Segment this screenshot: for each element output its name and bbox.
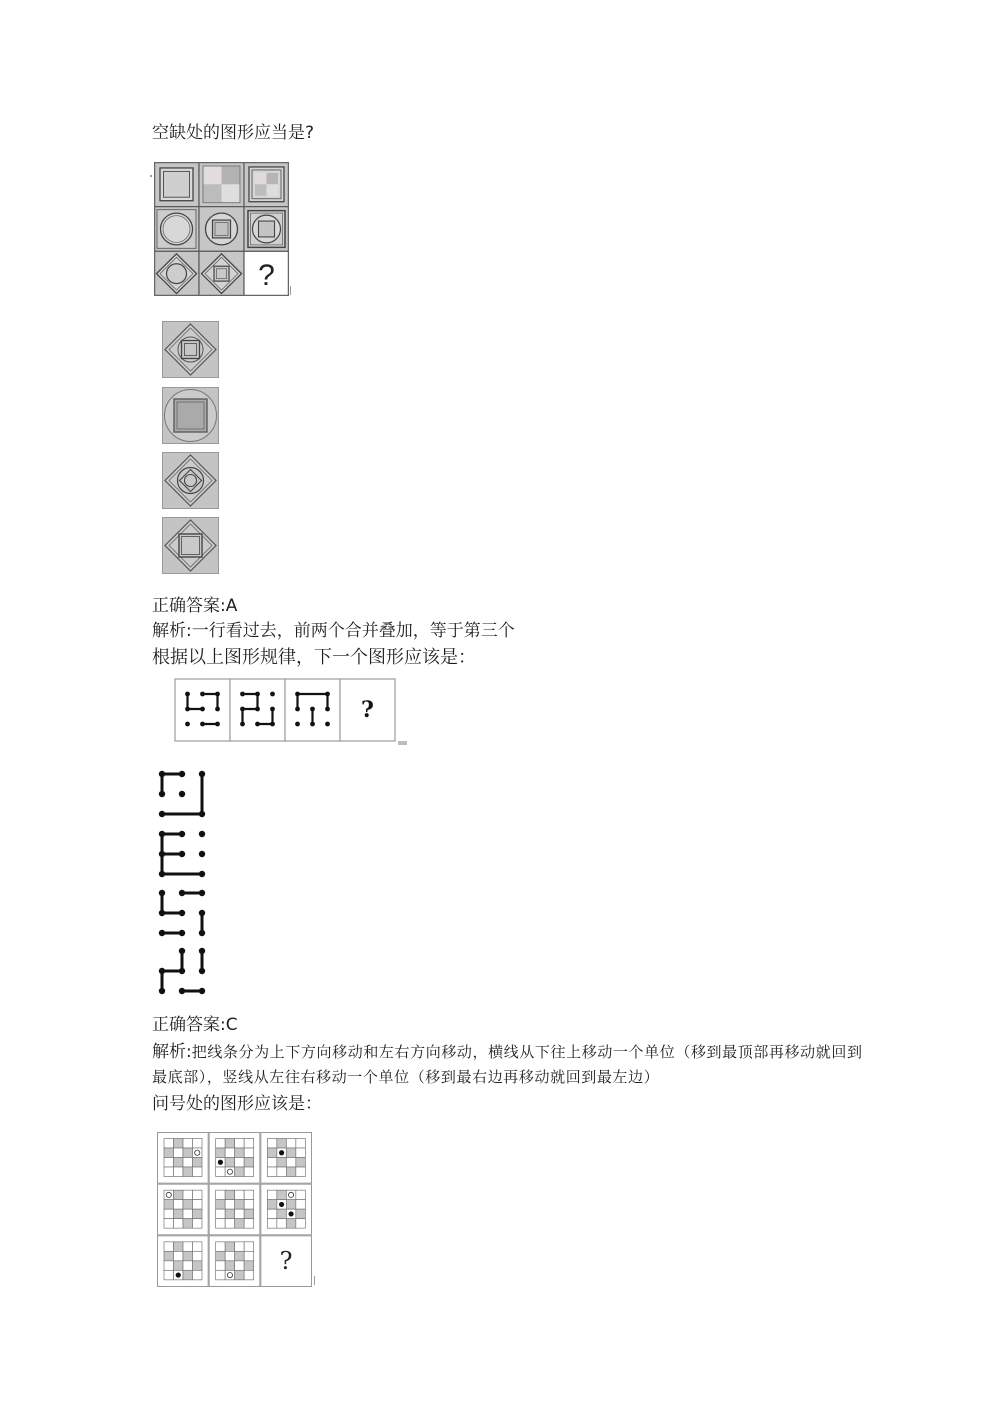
shaded-square <box>193 1209 203 1219</box>
scan-artifact <box>290 286 291 295</box>
mini-grid <box>216 1139 254 1177</box>
shaded-square <box>174 1139 184 1149</box>
blank-square <box>244 1270 254 1280</box>
shaded-square <box>296 1158 306 1168</box>
question-mark: ? <box>361 697 374 723</box>
blank-square <box>183 1261 193 1271</box>
shaded-square <box>225 1190 235 1200</box>
mini-grid <box>267 1190 305 1228</box>
blank-square <box>235 1190 245 1200</box>
shaded-square <box>225 1139 235 1149</box>
q2-analysis-line-1 <box>152 1042 863 1062</box>
matrix-cell-r1c3 <box>244 162 289 207</box>
shaded-square <box>164 1148 174 1158</box>
blank-square <box>286 1158 296 1168</box>
checker-tile <box>267 173 279 184</box>
dot <box>159 968 165 974</box>
blank-square <box>225 1219 235 1229</box>
blank-square <box>164 1167 174 1177</box>
blank-square <box>193 1190 203 1200</box>
square-shape <box>174 399 207 432</box>
blank-square <box>183 1158 193 1168</box>
dot <box>199 968 205 974</box>
dot <box>200 707 205 712</box>
shaded-square <box>235 1251 245 1261</box>
shaded-square <box>296 1209 306 1219</box>
shaded-square <box>174 1209 184 1219</box>
blank-square <box>193 1242 203 1252</box>
analysis-text: 把线条分为上下方向移动和左右方向移动，横线从下往上移动一个单位（移到最顶部再移动就回到 <box>191 1043 863 1061</box>
dot <box>159 988 165 994</box>
blank-square <box>235 1209 245 1219</box>
blank-square <box>296 1190 306 1200</box>
blank-square <box>174 1251 184 1261</box>
inner-square-shape <box>164 171 190 197</box>
dot <box>215 707 220 712</box>
blank-square <box>235 1139 245 1149</box>
blank-square <box>244 1251 254 1261</box>
dot <box>270 722 275 727</box>
dot <box>199 988 205 994</box>
matrix-cell-r3c1 <box>154 251 199 296</box>
mini-grid <box>216 1242 254 1280</box>
dot <box>179 791 185 797</box>
square-shape <box>259 221 275 237</box>
shaded-square <box>193 1261 203 1271</box>
shaded-square <box>183 1270 193 1280</box>
q1-prompt: 空缺处的图形应当是? <box>152 123 315 143</box>
square-shape <box>179 534 202 557</box>
blank-square <box>235 1261 245 1271</box>
dot <box>199 851 205 857</box>
blank-square <box>164 1219 174 1229</box>
blank-square <box>164 1139 174 1149</box>
q1-matrix-figure <box>154 162 289 296</box>
shaded-square <box>174 1261 184 1271</box>
shaded-square <box>286 1200 296 1210</box>
blank-square <box>225 1148 235 1158</box>
blank-square <box>244 1242 254 1252</box>
dot <box>179 968 185 974</box>
q3-prompt: 问号处的图形应该是： <box>152 1094 322 1114</box>
blank-square <box>296 1167 306 1177</box>
blank-square <box>164 1270 174 1280</box>
q1-analysis: 解析:一行看过去，前两个合并叠加，等于第三个 <box>152 621 515 641</box>
q2-option-a-figure <box>158 770 206 818</box>
dot <box>159 851 165 857</box>
dot <box>255 722 260 727</box>
blank-square <box>183 1242 193 1252</box>
dot <box>240 722 245 727</box>
scan-artifact <box>314 1276 315 1285</box>
mini-grid <box>164 1139 202 1177</box>
q2-sequence-figure <box>174 678 396 742</box>
question-mark: ? <box>279 1247 293 1275</box>
circle-shape <box>178 468 204 494</box>
dot <box>325 707 330 712</box>
blank-square <box>277 1219 287 1229</box>
q2-prompt: 根据以上图形规律，下一个图形应该是： <box>152 647 476 668</box>
checker-tile <box>203 166 222 184</box>
blank-square <box>193 1200 203 1210</box>
shaded-square <box>244 1261 254 1271</box>
shaded-square <box>174 1158 184 1168</box>
shaded-square <box>244 1209 254 1219</box>
analysis-label: 解析: <box>152 1042 192 1062</box>
blank-square <box>183 1209 193 1219</box>
dot <box>199 910 205 916</box>
shaded-square <box>277 1139 287 1149</box>
blank-square <box>216 1219 226 1229</box>
dot <box>199 871 205 877</box>
blank-square <box>174 1219 184 1229</box>
dot <box>310 722 315 727</box>
open-circle <box>288 1192 293 1197</box>
dot <box>179 930 185 936</box>
dot <box>159 871 165 877</box>
shaded-square <box>216 1200 226 1210</box>
shaded-square <box>267 1200 277 1210</box>
dot <box>179 831 185 837</box>
black-dot <box>176 1272 181 1277</box>
blank-square <box>174 1167 184 1177</box>
blank-square <box>225 1251 235 1261</box>
dot <box>255 692 260 697</box>
matrix-cell-r2c3 <box>244 207 289 252</box>
shaded-square <box>235 1148 245 1158</box>
blank-square <box>193 1139 203 1149</box>
matrix-cell-r3c2 <box>199 251 244 296</box>
shaded-square <box>225 1209 235 1219</box>
dot <box>185 692 190 697</box>
dot <box>159 791 165 797</box>
blank-square <box>267 1139 277 1149</box>
q2-option-c-figure <box>158 889 206 937</box>
dot <box>179 988 185 994</box>
blank-square <box>164 1242 174 1252</box>
shaded-square <box>235 1219 245 1229</box>
blank-square <box>244 1200 254 1210</box>
q2-answer: 正确答案:C <box>152 1015 238 1035</box>
matrix-cell-r1c1 <box>154 162 199 207</box>
dot <box>270 707 275 712</box>
dot <box>270 692 275 697</box>
shaded-square <box>183 1167 193 1177</box>
dot <box>310 707 315 712</box>
blank-square <box>193 1167 203 1177</box>
shaded-square <box>183 1148 193 1158</box>
shaded-square <box>286 1219 296 1229</box>
dot <box>179 948 185 954</box>
blank-square <box>244 1139 254 1149</box>
open-circle <box>227 1272 232 1277</box>
shaded-square <box>286 1167 296 1177</box>
shaded-square <box>174 1190 184 1200</box>
dot <box>295 722 300 727</box>
blank-square <box>286 1139 296 1149</box>
blank-square <box>296 1139 306 1149</box>
dot <box>159 910 165 916</box>
blank-square <box>225 1200 235 1210</box>
blank-square <box>216 1190 226 1200</box>
shaded-square <box>193 1158 203 1168</box>
matrix-cell-r3c3 <box>244 251 289 296</box>
q1-option-d-figure <box>162 517 219 574</box>
blank-square <box>174 1148 184 1158</box>
dot <box>199 771 205 777</box>
blank-square <box>296 1148 306 1158</box>
blank-square <box>216 1209 226 1219</box>
blank-square <box>296 1200 306 1210</box>
blank-square <box>216 1242 226 1252</box>
q3-matrix-figure <box>157 1132 312 1287</box>
checker-tile <box>222 166 241 184</box>
shaded-square <box>183 1200 193 1210</box>
checker-tile <box>267 184 279 195</box>
dot <box>325 692 330 697</box>
shaded-square <box>216 1148 226 1158</box>
shaded-square <box>235 1200 245 1210</box>
blank-square <box>183 1190 193 1200</box>
open-circle <box>227 1169 232 1174</box>
dot <box>159 831 165 837</box>
dot <box>199 948 205 954</box>
blank-square <box>267 1158 277 1168</box>
shaded-square <box>244 1158 254 1168</box>
shaded-square <box>183 1251 193 1261</box>
question-mark: ? <box>258 259 275 293</box>
dot <box>179 910 185 916</box>
matrix-cell-r2c2 <box>199 207 244 252</box>
shaded-square <box>235 1167 245 1177</box>
q2-option-d-figure <box>158 947 206 995</box>
q1-option-c-figure <box>162 452 219 509</box>
black-dot <box>288 1211 293 1216</box>
q1-option-a-figure <box>162 321 219 378</box>
shaded-square <box>277 1209 287 1219</box>
blank-square <box>164 1158 174 1168</box>
blank-square <box>244 1219 254 1229</box>
blank-square <box>267 1190 277 1200</box>
mini-grid <box>164 1190 202 1228</box>
blank-square <box>244 1148 254 1158</box>
shaded-square <box>235 1270 245 1280</box>
dot <box>215 722 220 727</box>
matrix-cell-r1c2 <box>199 162 244 207</box>
black-dot <box>279 1150 284 1155</box>
dot <box>240 692 245 697</box>
circle-shape <box>167 264 187 284</box>
open-circle <box>195 1150 200 1155</box>
black-dot <box>279 1202 284 1207</box>
shaded-square <box>286 1148 296 1158</box>
shaded-square <box>267 1148 277 1158</box>
shaded-square <box>225 1261 235 1271</box>
dot <box>185 722 190 727</box>
shaded-square <box>225 1242 235 1252</box>
blank-square <box>267 1167 277 1177</box>
dot <box>325 722 330 727</box>
blank-square <box>193 1251 203 1261</box>
blank-square <box>267 1209 277 1219</box>
blank-square <box>235 1158 245 1168</box>
black-dot <box>218 1160 223 1165</box>
blank-square <box>193 1270 203 1280</box>
mini-grid <box>267 1139 305 1177</box>
checker-tile <box>222 184 241 202</box>
shaded-square <box>225 1158 235 1168</box>
dot <box>200 692 205 697</box>
mini-grid <box>216 1190 254 1228</box>
dot <box>159 930 165 936</box>
dot <box>199 930 205 936</box>
dot <box>255 707 260 712</box>
q1-answer: 正确答案:A <box>152 596 238 616</box>
blank-square <box>244 1167 254 1177</box>
scan-artifact <box>398 741 407 745</box>
checker-tile <box>255 184 267 195</box>
blank-square <box>216 1167 226 1177</box>
shaded-square <box>164 1251 174 1261</box>
blank-square <box>164 1209 174 1219</box>
shaded-square <box>277 1190 287 1200</box>
checker-tile <box>255 173 267 184</box>
shaded-square <box>174 1242 184 1252</box>
dot <box>199 831 205 837</box>
dot <box>179 890 185 896</box>
shaded-square <box>277 1158 287 1168</box>
blank-square <box>216 1139 226 1149</box>
blank-square <box>296 1219 306 1229</box>
dot <box>199 890 205 896</box>
blank-square <box>267 1219 277 1229</box>
shaded-square <box>164 1200 174 1210</box>
dot <box>159 771 165 777</box>
dot <box>159 811 165 817</box>
matrix-cell-r2c1 <box>154 207 199 252</box>
checker-tile <box>203 184 222 202</box>
dot <box>185 707 190 712</box>
dot <box>179 851 185 857</box>
q1-option-b-figure <box>162 387 219 444</box>
blank-square <box>193 1219 203 1229</box>
blank-square <box>216 1261 226 1271</box>
dot <box>295 692 300 697</box>
blank-square <box>216 1270 226 1280</box>
dot <box>295 707 300 712</box>
dot <box>159 890 165 896</box>
blank-square <box>183 1139 193 1149</box>
scan-artifact <box>150 175 152 177</box>
q2-analysis-line-2: 最底部），竖线从左往右移动一个单位（移到最右边再移动就回到最左边） <box>152 1068 660 1086</box>
dot <box>240 707 245 712</box>
blank-square <box>244 1190 254 1200</box>
blank-square <box>164 1261 174 1271</box>
blank-square <box>235 1242 245 1252</box>
dot <box>199 811 205 817</box>
q2-option-b-figure <box>158 830 206 878</box>
shaded-square <box>183 1219 193 1229</box>
dot <box>179 771 185 777</box>
circle-shape <box>161 213 193 245</box>
dot <box>200 722 205 727</box>
open-circle <box>166 1192 171 1197</box>
blank-square <box>174 1200 184 1210</box>
dot <box>215 692 220 697</box>
shaded-square <box>216 1251 226 1261</box>
mini-grid <box>164 1242 202 1280</box>
blank-square <box>277 1167 287 1177</box>
